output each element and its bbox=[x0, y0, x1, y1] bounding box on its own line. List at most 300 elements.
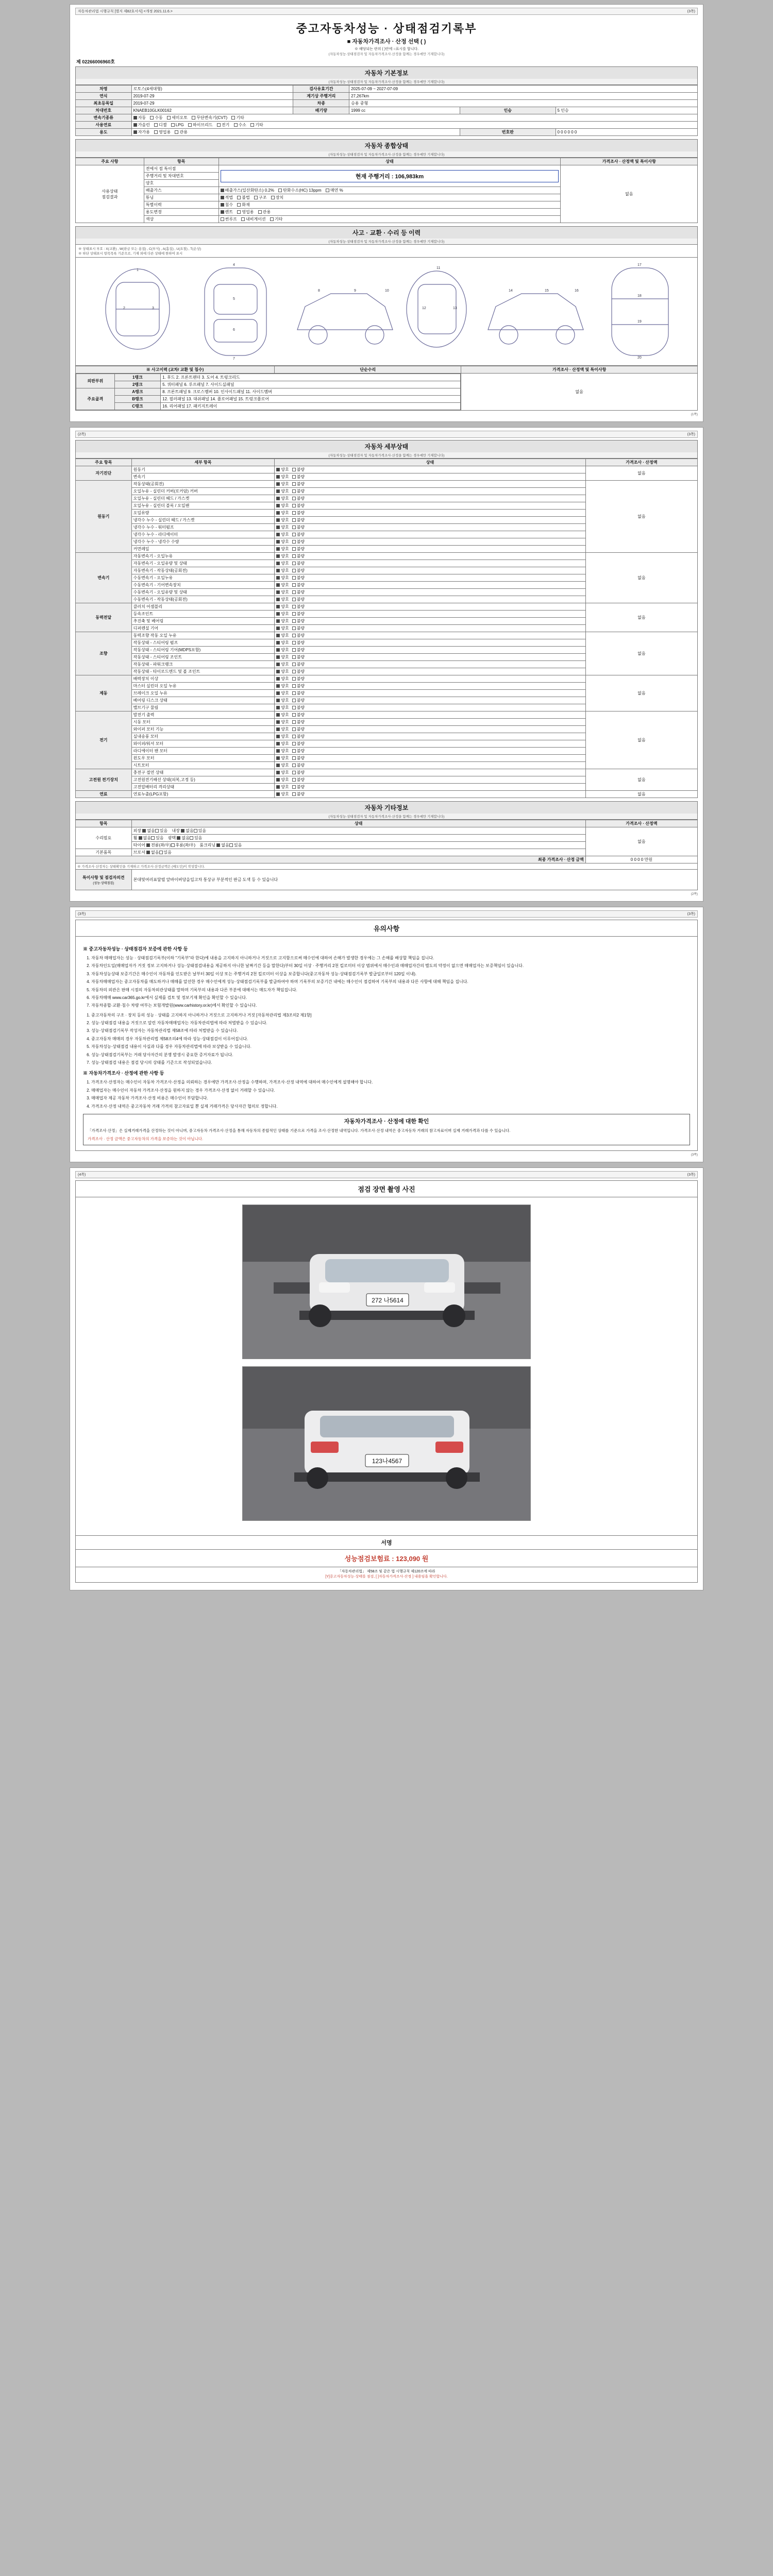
detail-state[interactable] bbox=[275, 524, 586, 531]
detail-state-opt-0[interactable]: 양호 bbox=[276, 726, 289, 732]
detail-state[interactable] bbox=[275, 668, 586, 675]
detail-item: 오일누유 - 실린더 헤드 / 가스켓 bbox=[131, 495, 275, 502]
detail-item: 오일누유 - 실린더 블록 / 오일팬 bbox=[131, 502, 275, 510]
detail-state[interactable] bbox=[275, 618, 586, 625]
detail-state-opt-1[interactable]: 불량 bbox=[292, 553, 305, 559]
detail-state[interactable] bbox=[275, 488, 586, 495]
use-opt-1[interactable]: 영업용 bbox=[154, 129, 171, 135]
detail-state[interactable] bbox=[275, 647, 586, 654]
detail-item: 고전압배터리 격리상태 bbox=[131, 784, 275, 791]
detail-state-opt-0[interactable]: 양호 bbox=[276, 755, 289, 761]
detail-state[interactable] bbox=[275, 625, 586, 632]
detail-state-opt-0[interactable]: 양호 bbox=[276, 741, 289, 747]
detail-state-opt-1[interactable]: 불량 bbox=[292, 496, 305, 501]
usechange-0[interactable]: 렌트 bbox=[221, 209, 233, 215]
detail-state[interactable] bbox=[275, 560, 586, 567]
overall-col-1: 항목 bbox=[144, 158, 219, 165]
detail-state[interactable] bbox=[275, 538, 586, 546]
detail-state-opt-0[interactable]: 양호 bbox=[276, 510, 289, 516]
detail-state-opt-1[interactable]: 불량 bbox=[292, 568, 305, 573]
detail-group-5: 제동 bbox=[76, 675, 132, 711]
detail-state[interactable] bbox=[275, 697, 586, 704]
detail-state-opt-0[interactable]: 양호 bbox=[276, 532, 289, 537]
svg-text:10: 10 bbox=[385, 289, 389, 293]
opt-0[interactable]: 썬루프 bbox=[221, 216, 237, 222]
page-3 bbox=[70, 907, 703, 1162]
detail-state-opt-0[interactable]: 양호 bbox=[276, 676, 289, 682]
value-year: 2019-07-29 bbox=[131, 93, 293, 100]
detail-item: 충전구 절연 상태 bbox=[131, 769, 275, 776]
detail-state-opt-0[interactable]: 양호 bbox=[276, 618, 289, 624]
value-first-reg: 2019-07-29 bbox=[131, 100, 293, 107]
overall-state-table bbox=[75, 158, 698, 223]
detail-row bbox=[76, 466, 698, 473]
detail-state-opt-1[interactable]: 불량 bbox=[292, 698, 305, 703]
detail-group-1: 원동기 bbox=[76, 481, 132, 553]
detail-state[interactable] bbox=[275, 683, 586, 690]
detail-item: 수동변속기 - 오일누유 bbox=[131, 574, 275, 582]
opt-2[interactable]: 기타 bbox=[270, 216, 282, 222]
others-row-1[interactable] bbox=[131, 835, 585, 842]
detail-state-opt-0[interactable]: 양호 bbox=[276, 719, 289, 725]
history-1[interactable]: 화재 bbox=[237, 202, 249, 208]
detail-state-opt-1[interactable]: 불량 bbox=[292, 726, 305, 732]
detail-state-opt-1[interactable]: 불량 bbox=[292, 474, 305, 480]
notice-item: 5. 자동차성능·상태점검 내용이 사실과 다를 경우 자동차관리법에 따라 보상받을 수 있습니다. bbox=[91, 1044, 690, 1050]
notice-item: 3. 성능·상태점검기록부 작성자는 자동차관리법 제58조에 따라 처벌받을 수 있습니다. bbox=[91, 1028, 690, 1034]
detail-state-opt-1[interactable]: 불량 bbox=[292, 575, 305, 581]
notice-box-title: 자동차가격조사 · 산정에 대한 확인 bbox=[344, 1118, 429, 1125]
detail-state-opt-1[interactable]: 불량 bbox=[292, 633, 305, 638]
value-seats: 5 인승 bbox=[556, 107, 698, 114]
detail-item: 오일유량 bbox=[131, 510, 275, 517]
detail-state-opt-0[interactable]: 양호 bbox=[276, 539, 289, 545]
trans-opt-1[interactable]: 수동 bbox=[150, 115, 162, 121]
usechange-2[interactable]: 관용 bbox=[258, 209, 271, 215]
detail-state[interactable] bbox=[275, 661, 586, 668]
svg-text:17: 17 bbox=[637, 263, 642, 267]
page1-footer: (1쪽) bbox=[691, 413, 698, 416]
detail-state-opt-0[interactable]: 양호 bbox=[276, 604, 289, 609]
detail-state-opt-1[interactable]: 불량 bbox=[292, 640, 305, 646]
svg-text:272 나5614: 272 나5614 bbox=[372, 1296, 404, 1304]
svg-text:12: 12 bbox=[422, 307, 426, 310]
detail-state-opt-1[interactable]: 불량 bbox=[292, 589, 305, 595]
detail-state-opt-1[interactable]: 불량 bbox=[292, 741, 305, 747]
detail-state-opt-1[interactable]: 불량 bbox=[292, 719, 305, 725]
detail-state[interactable] bbox=[275, 748, 586, 755]
others-0-a[interactable]: 외장 없음 있음 bbox=[133, 828, 168, 833]
detail-state-opt-0[interactable]: 양호 bbox=[276, 524, 289, 530]
detail-state[interactable] bbox=[275, 769, 586, 776]
detail-state-opt-1[interactable]: 불량 bbox=[292, 705, 305, 710]
svg-text:18: 18 bbox=[637, 294, 642, 298]
detail-state-opt-0[interactable]: 양호 bbox=[276, 488, 289, 494]
detail-item: 오일누유 - 실린더 커버(로커암) 커버 bbox=[131, 488, 275, 495]
detail-state-opt-1[interactable]: 불량 bbox=[292, 690, 305, 696]
value-trans[interactable] bbox=[131, 114, 697, 122]
detail-state[interactable] bbox=[275, 755, 586, 762]
special-label-sub: (성능·상태점검) bbox=[93, 882, 114, 885]
detail-state-opt-0[interactable]: 양호 bbox=[276, 575, 289, 581]
tuning-0[interactable]: 적법 bbox=[221, 195, 233, 200]
detail-item: 작동상태 - 스티어링 펌프 bbox=[131, 639, 275, 647]
detail-item: 냉각수 누수 - 실린더 헤드 / 가스켓 bbox=[131, 517, 275, 524]
trans-opt-0[interactable]: 자동 bbox=[133, 115, 146, 121]
fuel-opt-6[interactable]: 기타 bbox=[250, 122, 263, 128]
emission-2[interactable]: 매연 % bbox=[326, 188, 343, 193]
legend-items-3: 12. 필러패널 13. 대쉬패널 14. 플로어패널 15. 트렁크플로어 bbox=[161, 396, 461, 403]
detail-state-opt-0[interactable]: 양호 bbox=[276, 633, 289, 638]
detail-state-opt-0[interactable]: 양호 bbox=[276, 770, 289, 775]
usechange-1[interactable]: 영업용 bbox=[237, 209, 254, 215]
svg-text:1: 1 bbox=[137, 268, 139, 272]
value-plate: 0 0 0 0 0 0 bbox=[556, 129, 698, 136]
detail-state[interactable] bbox=[275, 733, 586, 740]
legend-rank-4: C랭크 bbox=[114, 403, 161, 410]
page3-footer: (3쪽) bbox=[691, 1153, 698, 1157]
detail-state[interactable] bbox=[275, 473, 586, 481]
detail-state-opt-0[interactable]: 양호 bbox=[276, 669, 289, 674]
detail-group-4: 조향 bbox=[76, 632, 132, 675]
detail-state[interactable] bbox=[275, 611, 586, 618]
overall-usechange[interactable] bbox=[219, 209, 561, 216]
detail-state[interactable] bbox=[275, 546, 586, 553]
detail-state-opt-0[interactable]: 양호 bbox=[276, 582, 289, 588]
others-2-a[interactable]: 타이어 전륜(좌/우) 후륜(좌/우) bbox=[133, 843, 195, 848]
detail-state-opt-1[interactable]: 불량 bbox=[292, 618, 305, 624]
detail-state-opt-1[interactable]: 불량 bbox=[292, 683, 305, 689]
overall-mileage-cell bbox=[219, 165, 561, 187]
detail-item: 자동변속기 - 오일유량 및 상태 bbox=[131, 560, 275, 567]
notice-item: 5. 자동차의 외관은 판매 시점의 자동차외관상태를 말하며 기록부의 내용과 다른 부분에 대해서는 매도자가 책임집니다. bbox=[91, 987, 690, 993]
others-row-2[interactable] bbox=[131, 842, 585, 849]
notice-box bbox=[83, 1114, 690, 1145]
detail-state[interactable] bbox=[275, 596, 586, 603]
section-accident-title: 사고 · 교환 · 수리 등 이력 bbox=[75, 226, 698, 239]
fuel-opt-0[interactable]: 가솔린 bbox=[133, 122, 150, 128]
detail-state-opt-0[interactable]: 양호 bbox=[276, 748, 289, 754]
detail-item: 마스터 실린더 오일 누유 bbox=[131, 683, 275, 690]
emission-1[interactable]: 탄화수소(HC) 13ppm bbox=[278, 188, 322, 193]
detail-note: 없음 bbox=[585, 481, 697, 553]
page3-left: (3쪽) bbox=[78, 912, 86, 916]
detail-item: 시트모터 bbox=[131, 762, 275, 769]
detail-row bbox=[76, 769, 698, 776]
notice-list-3 bbox=[91, 1079, 690, 1110]
others-row-3[interactable] bbox=[131, 849, 585, 856]
notice-item: 1. 자동차 매매업자는 성능 · 상태점검기록부(이하 "기록부"라 한다)에 내용을 고지하지 아니하거나 거짓으로 고지함으로써 매수인에 대하여 손해가 발생한 경우에는 그 손해를 배상할 책임을 집니다. bbox=[91, 955, 690, 961]
document-note-2: (자동차성능·상태점검자 및 자동차가격조사·산정을 함께는 경우에만 기재합니다) bbox=[328, 53, 445, 56]
detail-state[interactable] bbox=[275, 481, 586, 488]
detail-state-opt-0[interactable]: 양호 bbox=[276, 597, 289, 602]
notice-head-2: ※ 자동차가격조사 · 산정에 관한 사항 등 bbox=[83, 1071, 164, 1076]
detail-state-opt-1[interactable]: 불량 bbox=[292, 597, 305, 602]
detail-state-opt-0[interactable]: 양호 bbox=[276, 546, 289, 552]
notice-box-red: 가격조사 · 산정 금액은 중고자동차의 가격을 보증하는 것이 아닙니다. bbox=[88, 1136, 204, 1141]
bottom-note-2: [Y]중고자동차성능·상태를 점검, [ ]자동차가격조사·산정 ] 내용임을 확인합니다. bbox=[325, 1575, 448, 1579]
overall-item-1b: 양호 bbox=[144, 180, 219, 187]
detail-state[interactable] bbox=[275, 784, 586, 791]
notice-item: 1. 가격조사·산정자는 매수인이 자동차 가격조사·산정을 의뢰하는 경우에만 가격조사·산정을 수행하며, 가격조사·산정 내역에 대하여 매수인에게 설명해야 합니다. bbox=[91, 1079, 690, 1086]
detail-state-opt-1[interactable]: 불량 bbox=[292, 524, 305, 530]
detail-item: 수동변속기 - 오일유량 및 상태 bbox=[131, 589, 275, 596]
photos-title: 점검 장면 촬영 사진 bbox=[75, 1180, 698, 1197]
trans-opt-3[interactable]: 무단변속기(CVT) bbox=[192, 115, 227, 121]
detail-state[interactable] bbox=[275, 582, 586, 589]
trans-opt-2[interactable]: 세미오토 bbox=[167, 115, 188, 121]
detail-state[interactable] bbox=[275, 574, 586, 582]
label-use: 용도 bbox=[76, 129, 132, 136]
detail-row bbox=[76, 632, 698, 639]
detail-state[interactable] bbox=[275, 719, 586, 726]
detail-note: 없음 bbox=[585, 769, 697, 791]
others-row-label-3: 기본품목 bbox=[76, 849, 132, 856]
detail-state[interactable] bbox=[275, 791, 586, 798]
detail-note: 없음 bbox=[585, 466, 697, 481]
accident-bottom-right: 가격조사 · 산정액 및 특이사항 bbox=[461, 366, 698, 374]
page-2 bbox=[70, 427, 703, 902]
detail-state-table bbox=[75, 459, 698, 798]
others-1-a[interactable]: 휠 없음 있음 bbox=[133, 836, 164, 840]
value-car-type: 승용 중형 bbox=[349, 100, 698, 107]
label-first-reg: 최초등록일 bbox=[76, 100, 132, 107]
detail-state-opt-1[interactable]: 불량 bbox=[292, 546, 305, 552]
accident-legend-1: ※ 상태표시 부호 : X(교환) , W(판금 또는 용접) , C(부식) , A(흠집) , U(요철) , T(손상) bbox=[78, 247, 201, 251]
svg-text:20: 20 bbox=[637, 356, 642, 360]
detail-state-opt-0[interactable]: 양호 bbox=[276, 654, 289, 660]
detail-state-opt-1[interactable]: 불량 bbox=[292, 762, 305, 768]
detail-state-opt-0[interactable]: 양호 bbox=[276, 553, 289, 559]
label-car-type: 차종 bbox=[293, 100, 349, 107]
detail-state-opt-1[interactable]: 불량 bbox=[292, 561, 305, 566]
detail-state-opt-1[interactable]: 불량 bbox=[292, 517, 305, 523]
tuning-sub-0[interactable]: 구조 bbox=[254, 195, 266, 200]
others-1-b[interactable]: 광택 없음 있음 bbox=[167, 836, 203, 840]
accident-bottom-left: ※ 사고이력 (교차/ 교환 및 침수) bbox=[76, 366, 275, 374]
basic-info-table bbox=[75, 85, 698, 136]
legend-rank-1: 2랭크 bbox=[114, 381, 161, 388]
detail-state-opt-0[interactable]: 양호 bbox=[276, 698, 289, 703]
detail-state-opt-0[interactable]: 양호 bbox=[276, 568, 289, 573]
detail-state[interactable] bbox=[275, 776, 586, 784]
detail-state-opt-1[interactable]: 불량 bbox=[292, 654, 305, 660]
page-topbar bbox=[75, 8, 698, 15]
svg-text:11: 11 bbox=[436, 266, 441, 270]
detail-state-opt-0[interactable]: 양호 bbox=[276, 683, 289, 689]
svg-text:5: 5 bbox=[233, 297, 235, 301]
detail-state[interactable] bbox=[275, 553, 586, 560]
detail-state-opt-0[interactable]: 양호 bbox=[276, 690, 289, 696]
detail-state-opt-0[interactable]: 양호 bbox=[276, 589, 289, 595]
detail-state-opt-1[interactable]: 불량 bbox=[292, 791, 305, 797]
detail-state-opt-1[interactable]: 불량 bbox=[292, 539, 305, 545]
fuel-opt-3[interactable]: 하이브리드 bbox=[188, 122, 213, 128]
detail-state-opt-0[interactable]: 양호 bbox=[276, 496, 289, 501]
detail-state-opt-1[interactable]: 불량 bbox=[292, 467, 305, 472]
detail-state-opt-0[interactable]: 양호 bbox=[276, 481, 289, 487]
others-3-a[interactable]: 브로셔 없음 있음 bbox=[133, 850, 172, 855]
detail-state-opt-0[interactable]: 양호 bbox=[276, 561, 289, 566]
detail-state-opt-0[interactable]: 양호 bbox=[276, 517, 289, 523]
others-table bbox=[75, 820, 698, 890]
detail-state-opt-0[interactable]: 양호 bbox=[276, 640, 289, 646]
notice-item: 3. 자동차성능상태 보증기간은 매수인이 자동차를 인도받은 날부터 30일 이상 또는 주행거리 2천 킬로미터 이상을 보증합니다(중고자동차 성능·상태점검기록부 발급일로부터 120일 이내). bbox=[91, 971, 690, 977]
detail-state-opt-1[interactable]: 불량 bbox=[292, 503, 305, 509]
section-basic-subtitle: (자동차성능·상태점검자 및 자동차가격조사·산정을 함께는 경우에만 기재합니다) bbox=[75, 79, 698, 85]
detail-item: 와이퍼/워셔 모터 bbox=[131, 740, 275, 748]
detail-state-opt-0[interactable]: 양호 bbox=[276, 662, 289, 667]
detail-state-opt-1[interactable]: 불량 bbox=[292, 748, 305, 754]
detail-state-opt-1[interactable]: 불량 bbox=[292, 488, 305, 494]
detail-state-opt-1[interactable]: 불량 bbox=[292, 712, 305, 718]
detail-state[interactable] bbox=[275, 726, 586, 733]
detail-item: 작동상태 - 파워크랭크 bbox=[131, 661, 275, 668]
detail-state-opt-1[interactable]: 불량 bbox=[292, 532, 305, 537]
fuel-opt-5[interactable]: 수소 bbox=[234, 122, 246, 128]
car-damage-diagram[interactable] bbox=[75, 258, 698, 366]
fuel-opt-2[interactable]: LPG bbox=[171, 123, 184, 127]
detail-state[interactable] bbox=[275, 654, 586, 661]
photo-front-svg bbox=[243, 1205, 531, 1359]
total-label: 최종 가격조사 · 산정 금액 bbox=[76, 856, 586, 863]
detail-state-opt-1[interactable]: 불량 bbox=[292, 734, 305, 739]
others-2-b[interactable]: 룸크리닝 없음 있음 bbox=[199, 843, 242, 848]
detail-note: 없음 bbox=[585, 675, 697, 711]
detail-state-opt-0[interactable]: 양호 bbox=[276, 734, 289, 739]
fuel-opt-1[interactable]: 디젤 bbox=[154, 122, 166, 128]
detail-state-opt-1[interactable]: 불량 bbox=[292, 611, 305, 617]
notice-list-2 bbox=[91, 1012, 690, 1066]
overall-col-2: 상태 bbox=[219, 158, 561, 165]
detail-state-opt-1[interactable]: 불량 bbox=[292, 604, 305, 609]
overall-tuning[interactable] bbox=[219, 194, 561, 201]
detail-row bbox=[76, 553, 698, 560]
detail-state[interactable] bbox=[275, 711, 586, 719]
fee-value: 123,090 원 bbox=[396, 1554, 429, 1563]
detail-state[interactable] bbox=[275, 531, 586, 538]
detail-state[interactable] bbox=[275, 567, 586, 574]
emission-0[interactable]: 배출가스(일산화탄소) 0.2% bbox=[221, 188, 274, 193]
legend-rank-3: B랭크 bbox=[114, 396, 161, 403]
tuning-sub-1[interactable]: 장치 bbox=[271, 195, 283, 200]
detail-state-opt-1[interactable]: 불량 bbox=[292, 777, 305, 783]
svg-text:19: 19 bbox=[637, 320, 642, 324]
detail-state-opt-0[interactable]: 양호 bbox=[276, 611, 289, 617]
detail-state-opt-0[interactable]: 양호 bbox=[276, 647, 289, 653]
detail-state[interactable] bbox=[275, 639, 586, 647]
detail-item: 수동변속기 - 기어변속장치 bbox=[131, 582, 275, 589]
detail-state-opt-1[interactable]: 불량 bbox=[292, 625, 305, 631]
svg-text:3: 3 bbox=[152, 307, 154, 310]
total-value: 0 0 0 0 만원 bbox=[585, 856, 697, 863]
detail-state-opt-1[interactable]: 불량 bbox=[292, 510, 305, 516]
detail-state-opt-0[interactable]: 양호 bbox=[276, 791, 289, 797]
detail-state-opt-1[interactable]: 불량 bbox=[292, 676, 305, 682]
detail-state-opt-1[interactable]: 불량 bbox=[292, 755, 305, 761]
notice-item: 4. 자동차매매업자는 중고자동차를 매도하거나 매매를 알선한 경우 매수인에게 성능·상태점검기록부를 발급하여야 하며 기록부의 보증기간 내에는 매수인이 점검하여 기록부의 내용과 다른 사항에 대해 책임을 집니다. bbox=[91, 979, 690, 985]
detail-state[interactable] bbox=[275, 502, 586, 510]
detail-state[interactable] bbox=[275, 603, 586, 611]
detail-state[interactable] bbox=[275, 690, 586, 697]
value-use[interactable] bbox=[131, 129, 460, 136]
notice-item: 2. 자동차인도일(매매업자가 거짓 정보 고지하거나 성능·상태점검내용을 제공하지 아니한 날짜기간 등을 말한다)부터 30일 이상 · 주행거리 2천 킬로미터 이상 범위에서 매수인과 매매업자간의 별도의 약정이 없으면 매매업자는 보증책임이 있습니다. bbox=[91, 963, 690, 969]
value-mileage-meter: 27,267km bbox=[349, 93, 698, 100]
fuel-opt-4[interactable]: 전기 bbox=[217, 122, 229, 128]
detail-state-opt-0[interactable]: 양호 bbox=[276, 784, 289, 790]
detail-state-opt-1[interactable]: 불량 bbox=[292, 669, 305, 674]
use-opt-2[interactable]: 관용 bbox=[175, 129, 187, 135]
page-number: (3쪽) bbox=[687, 10, 695, 13]
fee-label: 성능점검보험료 : bbox=[344, 1554, 394, 1563]
detail-state-opt-1[interactable]: 불량 bbox=[292, 770, 305, 775]
detail-state-opt-1[interactable]: 불량 bbox=[292, 582, 305, 588]
opt-1[interactable]: 내비게이션 bbox=[241, 216, 266, 222]
detail-state-opt-0[interactable]: 양호 bbox=[276, 762, 289, 768]
page3-right: (3쪽) bbox=[687, 912, 695, 916]
detail-state[interactable] bbox=[275, 517, 586, 524]
detail-state[interactable] bbox=[275, 589, 586, 596]
fee-row bbox=[75, 1550, 698, 1567]
detail-state[interactable] bbox=[275, 740, 586, 748]
detail-state[interactable] bbox=[275, 762, 586, 769]
detail-state[interactable] bbox=[275, 510, 586, 517]
notice-title: 유의사항 bbox=[75, 920, 698, 937]
tuning-1[interactable]: 불법 bbox=[237, 195, 249, 200]
page-1 bbox=[70, 4, 703, 422]
detail-state[interactable] bbox=[275, 495, 586, 502]
overall-emission[interactable] bbox=[219, 187, 561, 194]
detail-state-opt-0[interactable]: 양호 bbox=[276, 503, 289, 509]
detail-state[interactable] bbox=[275, 466, 586, 473]
trans-opt-4[interactable]: 기타 bbox=[231, 115, 244, 121]
detail-state-opt-0[interactable]: 양호 bbox=[276, 474, 289, 480]
detail-item: 작동상태 - 스티어링 조인트 bbox=[131, 654, 275, 661]
document-title: 중고자동차성능 · 상태점검기록부 bbox=[296, 22, 477, 35]
detail-state-opt-1[interactable]: 불량 bbox=[292, 481, 305, 487]
section-overall-title: 자동차 종합상태 bbox=[75, 139, 698, 151]
detail-state-opt-0[interactable]: 양호 bbox=[276, 467, 289, 472]
history-0[interactable]: 침수 bbox=[221, 202, 233, 208]
detail-state-opt-1[interactable]: 불량 bbox=[292, 784, 305, 790]
detail-item: 시동 모터 bbox=[131, 719, 275, 726]
detail-note: 없음 bbox=[585, 711, 697, 769]
detail-state-opt-1[interactable]: 불량 bbox=[292, 647, 305, 653]
detail-group-8: 연료 bbox=[76, 791, 132, 798]
others-0-b[interactable]: 내장 없음 있음 bbox=[172, 828, 207, 833]
bottom-note-1: 「자동차관리법」 제58조 및 같은 법 시행규칙 제120조에 따라 bbox=[338, 1569, 435, 1573]
detail-state-opt-0[interactable]: 양호 bbox=[276, 625, 289, 631]
overall-history[interactable] bbox=[219, 201, 561, 209]
others-row-0[interactable] bbox=[131, 827, 585, 835]
document-number-label: 제 bbox=[76, 59, 81, 64]
detail-state[interactable] bbox=[275, 675, 586, 683]
detail-state-opt-0[interactable]: 양호 bbox=[276, 705, 289, 710]
detail-state-opt-0[interactable]: 양호 bbox=[276, 712, 289, 718]
detail-item: 원동기 bbox=[131, 466, 275, 473]
use-opt-0[interactable]: 자가용 bbox=[133, 129, 150, 135]
page-4 bbox=[70, 1167, 703, 1590]
overall-item-3: 튜닝 bbox=[144, 194, 219, 201]
detail-group-3: 동력전달 bbox=[76, 603, 132, 632]
detail-state[interactable] bbox=[275, 632, 586, 639]
value-fuel[interactable] bbox=[131, 122, 697, 129]
detail-state-opt-1[interactable]: 불량 bbox=[292, 662, 305, 667]
detail-state-opt-0[interactable]: 양호 bbox=[276, 777, 289, 783]
detail-state[interactable] bbox=[275, 704, 586, 711]
detail-item: 라디에이터 팬 모터 bbox=[131, 748, 275, 755]
overall-options[interactable] bbox=[219, 216, 561, 223]
